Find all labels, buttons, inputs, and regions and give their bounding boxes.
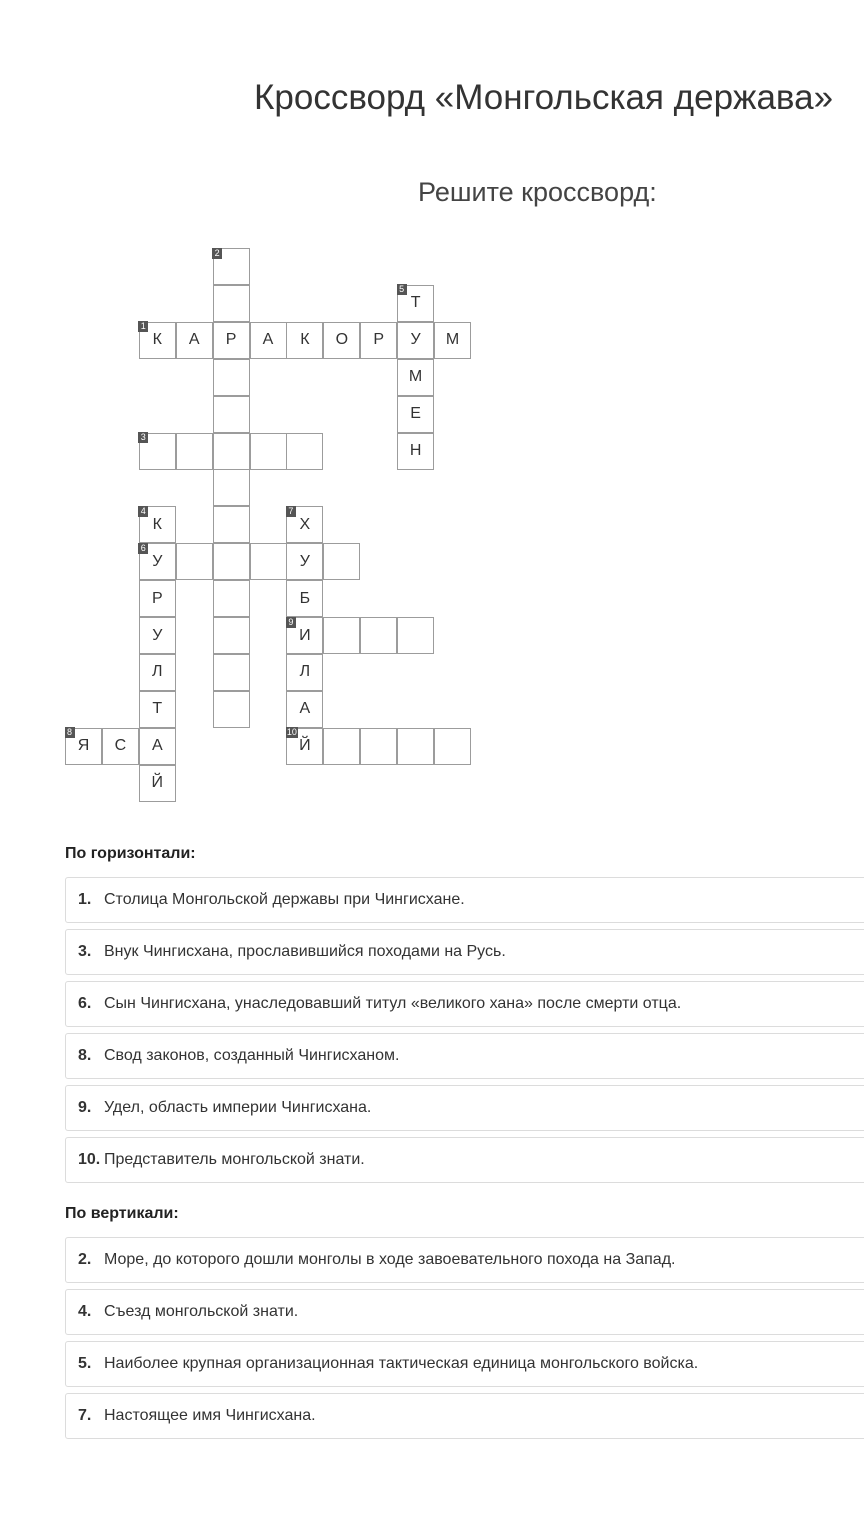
crossword-cell[interactable]	[139, 617, 176, 654]
clue-number: 3.	[78, 943, 92, 960]
crossword-cell[interactable]	[286, 580, 323, 617]
cell-letter: А	[151, 737, 163, 755]
crossword-cell[interactable]	[213, 285, 250, 322]
crossword-cell[interactable]	[213, 359, 250, 396]
clue-number: 5.	[78, 1355, 92, 1372]
crossword-cell[interactable]	[397, 728, 434, 765]
crossword-cell[interactable]	[286, 433, 323, 470]
crossword-cell[interactable]	[65, 728, 102, 765]
clue-number-badge: 7	[286, 506, 296, 517]
cell-letter: У	[410, 331, 421, 349]
crossword-cell[interactable]	[139, 322, 176, 359]
cell-letter: М	[445, 331, 460, 349]
clue-number-badge: 5	[397, 284, 407, 295]
crossword-cell[interactable]	[323, 728, 360, 765]
clue-number: 1.	[78, 891, 92, 908]
crossword-cell[interactable]	[397, 322, 434, 359]
crossword-cell[interactable]	[360, 322, 397, 359]
clue-number-badge: 10	[286, 727, 297, 738]
crossword-cell[interactable]	[139, 654, 176, 691]
clue-text: Внук Чингисхана, прославившийся походами на Русь.	[104, 943, 506, 960]
cell-letter: К	[152, 331, 162, 349]
crossword-cell[interactable]	[286, 728, 323, 765]
crossword-cell[interactable]	[102, 728, 139, 765]
crossword-cell[interactable]	[286, 691, 323, 728]
crossword-cell[interactable]	[213, 433, 250, 470]
crossword-cell[interactable]	[213, 543, 250, 580]
cell-letter: К	[152, 515, 162, 533]
cell-letter: М	[408, 368, 423, 386]
down-clues-list	[65, 1237, 864, 1445]
cell-letter: И	[299, 626, 311, 644]
crossword-cell[interactable]	[213, 691, 250, 728]
crossword-cell[interactable]	[139, 543, 176, 580]
clue-down-5	[65, 1341, 864, 1387]
clue-across-8	[65, 1033, 864, 1079]
cell-letter: О	[335, 331, 349, 349]
crossword-cell[interactable]	[213, 322, 250, 359]
crossword-cell[interactable]	[397, 359, 434, 396]
clue-text: Свод законов, созданный Чингисханом.	[104, 1047, 400, 1064]
crossword-cell[interactable]	[139, 728, 176, 765]
across-heading: По горизонтали:	[65, 845, 196, 862]
cell-letter: Т	[410, 294, 421, 312]
clue-text: Море, до которого дошли монголы в ходе завоевательного похода на Запад.	[104, 1251, 676, 1268]
page-title: Кроссворд «Монгольская держава»	[254, 78, 834, 117]
crossword-cell[interactable]	[250, 433, 287, 470]
cell-letter: Х	[299, 515, 311, 533]
cell-letter: А	[299, 700, 311, 718]
clue-text: Представитель монгольской знати.	[104, 1151, 365, 1168]
crossword-cell[interactable]	[139, 433, 176, 470]
page-subtitle: Решите кроссворд:	[418, 177, 657, 207]
crossword-cell[interactable]	[286, 617, 323, 654]
clue-number-badge: 8	[65, 727, 75, 738]
crossword-cell[interactable]	[434, 728, 471, 765]
crossword-cell[interactable]	[176, 543, 213, 580]
crossword-cell[interactable]	[139, 691, 176, 728]
cell-letter: У	[152, 626, 163, 644]
clue-number-badge: 9	[286, 617, 296, 628]
cell-letter: Б	[299, 589, 311, 607]
clue-across-1	[65, 877, 864, 923]
clue-number-badge: 1	[138, 321, 148, 332]
clue-number: 6.	[78, 995, 92, 1012]
crossword-cell[interactable]	[139, 506, 176, 543]
crossword-cell[interactable]	[213, 248, 250, 285]
crossword-cell[interactable]	[139, 580, 176, 617]
clue-text: Сын Чингисхана, унаследовавший титул «великого хана» после смерти отца.	[104, 995, 682, 1012]
crossword-cell[interactable]	[323, 617, 360, 654]
clue-down-7	[65, 1393, 864, 1439]
crossword-cell[interactable]	[323, 543, 360, 580]
clue-down-2	[65, 1237, 864, 1283]
clue-across-6	[65, 981, 864, 1027]
cell-letter: Р	[225, 331, 237, 349]
crossword-cell[interactable]	[176, 433, 213, 470]
cell-letter: Р	[151, 589, 163, 607]
crossword-cell[interactable]	[397, 396, 434, 433]
cell-letter: К	[300, 331, 310, 349]
crossword-cell[interactable]	[286, 543, 323, 580]
crossword-cell[interactable]	[250, 543, 287, 580]
crossword-cell[interactable]	[360, 728, 397, 765]
clue-across-10	[65, 1137, 864, 1183]
cell-letter: Я	[77, 737, 90, 755]
clue-text: Наиболее крупная организационная тактическая единица монгольского войска.	[104, 1355, 699, 1372]
clue-number: 9.	[78, 1099, 92, 1116]
crossword-cell[interactable]	[176, 322, 213, 359]
clue-text: Столица Монгольской державы при Чингисхане.	[104, 891, 465, 908]
cell-letter: Й	[299, 737, 311, 755]
clue-number: 4.	[78, 1303, 92, 1320]
cell-letter: У	[152, 552, 163, 570]
crossword-cell[interactable]	[286, 322, 323, 359]
clue-number-badge: 6	[138, 543, 148, 554]
cell-letter: Й	[151, 774, 164, 792]
clue-number-badge: 4	[138, 506, 148, 517]
crossword-cell[interactable]	[213, 617, 250, 654]
crossword-cell[interactable]	[213, 654, 250, 691]
clue-down-4	[65, 1289, 864, 1335]
clue-across-3	[65, 929, 864, 975]
cell-letter: Е	[410, 405, 421, 423]
crossword-cell[interactable]	[213, 506, 250, 543]
clue-number-badge: 2	[212, 248, 222, 259]
clue-number: 7.	[78, 1407, 92, 1424]
crossword-cell[interactable]	[213, 580, 250, 617]
cell-letter: А	[188, 331, 200, 349]
down-heading: По вертикали:	[65, 1205, 179, 1222]
cell-letter: У	[299, 552, 310, 570]
crossword-cell[interactable]	[139, 765, 176, 802]
clue-text: Настоящее имя Чингисхана.	[104, 1407, 316, 1424]
crossword-cell[interactable]	[250, 322, 287, 359]
crossword-cell[interactable]	[213, 396, 250, 433]
cell-letter: Л	[152, 663, 163, 681]
clue-text: Съезд монгольской знати.	[104, 1303, 299, 1320]
crossword-cell[interactable]	[434, 322, 471, 359]
crossword-cell[interactable]	[397, 617, 434, 654]
clue-number: 8.	[78, 1047, 92, 1064]
clue-number-badge: 3	[138, 432, 148, 443]
crossword-cell[interactable]	[397, 285, 434, 322]
crossword-cell[interactable]	[213, 469, 250, 506]
clue-text: Удел, область империи Чингисхана.	[104, 1099, 372, 1116]
cell-letter: А	[262, 331, 274, 349]
cell-letter: Т	[152, 700, 163, 718]
cell-letter: Н	[409, 442, 422, 459]
crossword-cell[interactable]	[286, 654, 323, 691]
crossword-cell[interactable]	[286, 506, 323, 543]
clue-across-9	[65, 1085, 864, 1131]
across-clues-list	[65, 877, 864, 1189]
cell-letter: С	[114, 737, 127, 755]
clue-number: 10.	[78, 1151, 101, 1168]
crossword-cell[interactable]	[397, 433, 434, 470]
crossword-cell[interactable]	[323, 322, 360, 359]
clue-number: 2.	[78, 1251, 92, 1268]
crossword-cell[interactable]	[360, 617, 397, 654]
cell-letter: Р	[373, 331, 385, 349]
cell-letter: Л	[299, 663, 311, 681]
